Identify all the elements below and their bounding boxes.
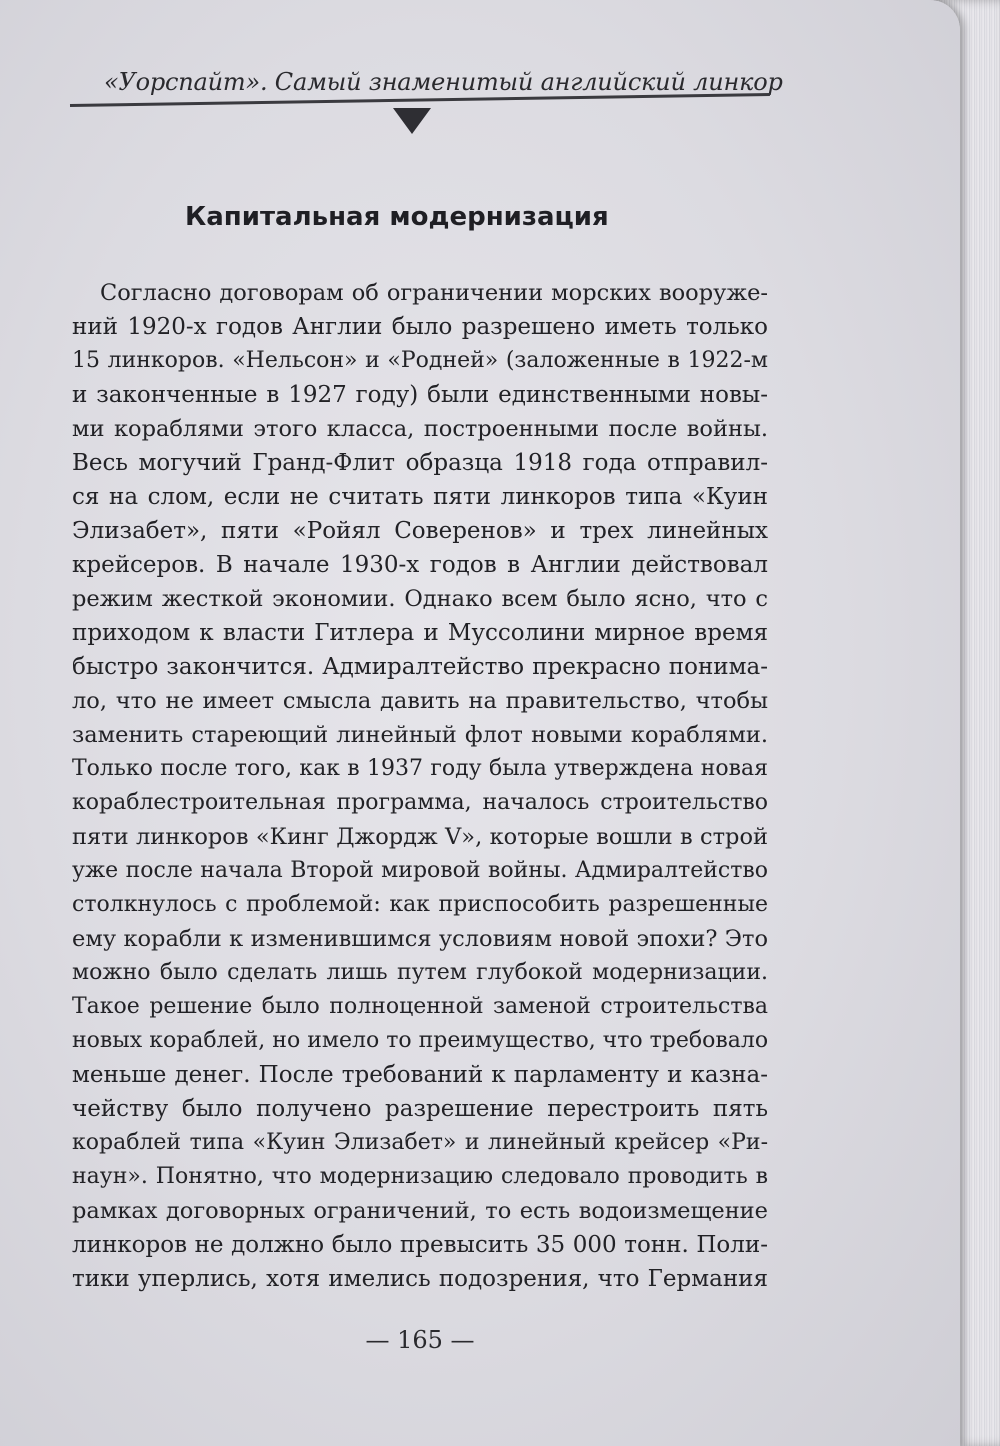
text-line: пяти линкоров «Кинг Джордж V», которые вошли в строй — [72, 824, 768, 850]
header-triangle-ornament — [393, 108, 431, 134]
text-line: ло, что не имеет смысла давить на правительство, чтобы — [72, 688, 768, 714]
text-line: заменить стареющий линейный флот новыми кораблями. — [72, 722, 768, 748]
text-line: и законченные в 1927 году) были единственными новы- — [72, 382, 768, 408]
text-line: наун». Понятно, что модернизацию следовало проводить в — [72, 1164, 768, 1189]
text-line: ний 1920-х годов Англии было разрешено иметь только — [72, 314, 768, 340]
text-line: новых кораблей, но имело то преимущество, что требовало — [72, 1028, 769, 1053]
text-line: Такое решение было полноценной заменой строительства — [72, 994, 768, 1019]
text-line: режим жесткой экономии. Однако всем было ясно, что с — [72, 586, 768, 612]
text-line: кораблей типа «Куин Элизабет» и линейный крейсер «Ри- — [72, 1130, 768, 1155]
text-line: уже после начала Второй мировой войны. Адмиралтейство — [72, 858, 768, 883]
chapter-title: Капитальная модернизация — [185, 202, 609, 232]
text-line: ми кораблями этого класса, построенными после войны. — [72, 416, 768, 442]
text-line: кораблестроительная программа, началось строительство — [72, 790, 768, 815]
text-line: тики уперлись, хотя имелись подозрения, что Германия — [72, 1266, 768, 1292]
text-line: Только после того, как в 1937 году была утверждена новая — [72, 756, 768, 781]
page-number: — 165 — — [365, 1326, 475, 1354]
text-line: линкоров не должно было превысить 35 000 тонн. Поли- — [72, 1232, 768, 1258]
text-line: чейству было получено разрешение перестроить пять — [72, 1096, 768, 1122]
text-line: ся на слом, если не считать пяти линкоров типа «Куин — [72, 484, 768, 510]
text-line: Весь могучий Гранд-Флит образца 1918 года отправил- — [72, 450, 768, 476]
text-line: столкнулось с проблемой: как приспособить разрешенные — [72, 892, 768, 917]
text-line: ему корабли к изменившимся условиям новой эпохи? Это — [72, 926, 768, 952]
text-line: 15 линкоров. «Нельсон» и «Родней» (заложенные в 1922-м — [72, 348, 768, 373]
running-head: «Уорспайт». Самый знаменитый английский линкор — [104, 68, 783, 96]
text-line: меньше денег. После требований к парламенту и казна- — [72, 1062, 768, 1088]
text-line: можно было сделать лишь путем глубокой модернизации. — [72, 960, 768, 985]
text-line: рамках договорных ограничений, то есть водоизмещение — [72, 1198, 768, 1224]
text-line: крейсеров. В начале 1930-х годов в Англии действовал — [72, 552, 768, 578]
text-line: Элизабет», пяти «Ройял Соверенов» и трех линейных — [72, 518, 768, 544]
body-text — [72, 276, 768, 1296]
text-line: приходом к власти Гитлера и Муссолини мирное время — [72, 620, 768, 646]
text-line: быстро закончится. Адмиралтейство прекрасно понима- — [72, 654, 768, 680]
text-line: Согласно договорам об ограничении морских вооруже- — [100, 280, 768, 306]
